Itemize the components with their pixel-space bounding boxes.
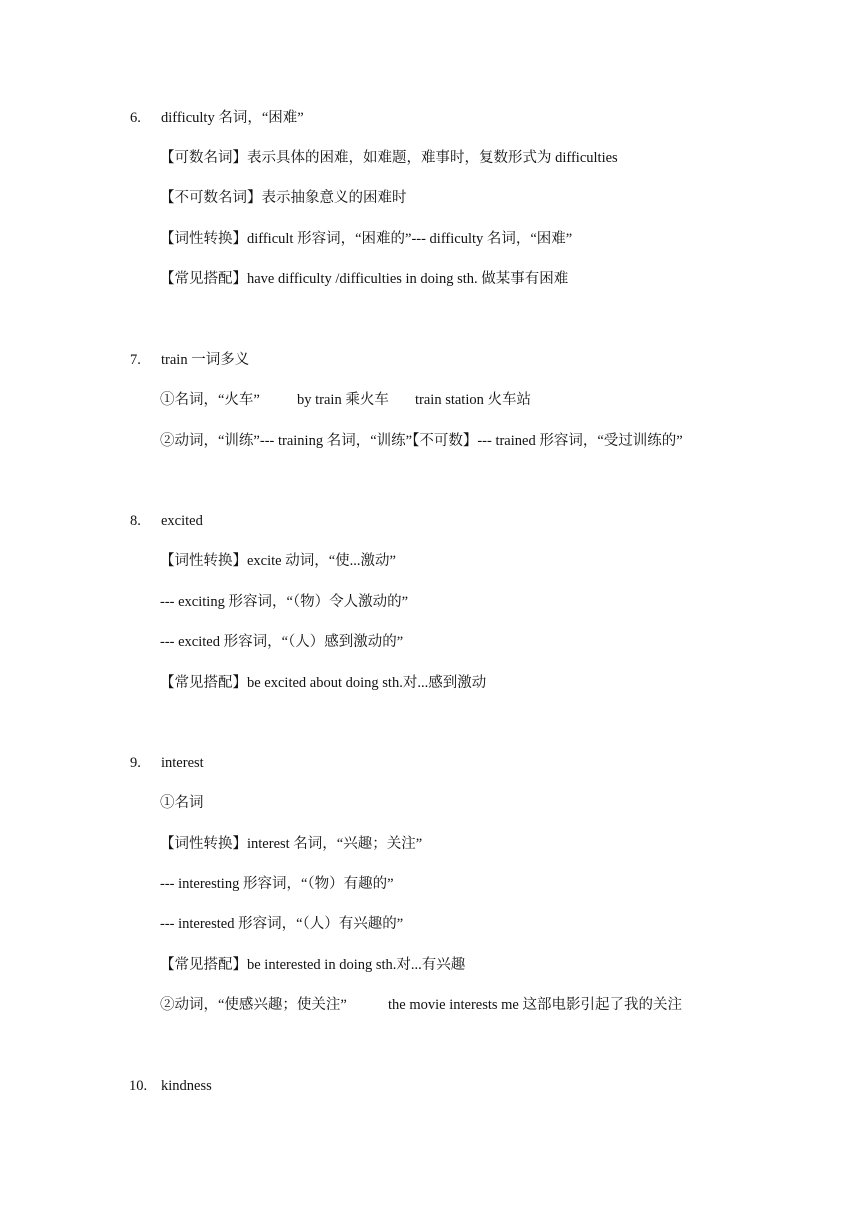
section-heading: kindness xyxy=(161,1078,212,1094)
note-phrase: by train 乘火车 xyxy=(297,392,389,408)
note-phrase: the movie interests me 这部电影引起了我的关注 xyxy=(388,997,682,1013)
note-phrase: train station 火车站 xyxy=(415,392,531,408)
section-heading: difficulty 名词，“困难” xyxy=(161,110,304,126)
note-line: --- interesting 形容词，“（物）有趣的” xyxy=(160,876,394,892)
note-line: 【词性转换】excite 动词，“使...激动” xyxy=(160,553,396,569)
section-heading: excited xyxy=(161,513,203,529)
note-line: 【常见搭配】be excited about doing sth.对...感到激动 xyxy=(160,675,487,691)
section-number: 8. xyxy=(130,513,141,529)
section-number: 9. xyxy=(130,755,141,771)
note-line: ①名词 xyxy=(160,795,204,811)
note-line: --- exciting 形容词，“（物）令人激动的” xyxy=(160,594,409,610)
section-number: 6. xyxy=(130,110,141,126)
note-line: 【不可数名词】表示抽象意义的困难时 xyxy=(160,190,407,206)
section-number: 7. xyxy=(130,352,141,368)
note-line: 【常见搭配】have difficulty /difficulties in doing sth. 做某事有困难 xyxy=(160,271,569,287)
section-heading: train 一词多义 xyxy=(161,352,250,368)
note-line: ②动词，“使感兴趣；使关注” xyxy=(160,997,347,1013)
note-line: 【常见搭配】be interested in doing sth.对...有兴趣 xyxy=(160,957,466,973)
note-line: 【词性转换】difficult 形容词，“困难的”--- difficulty 名词，“困难” xyxy=(160,231,573,247)
note-line: ①名词，“火车” xyxy=(160,392,260,408)
note-line: 【可数名词】表示具体的困难，如难题，难事时，复数形式为 difficulties xyxy=(160,150,618,166)
section-number: 10. xyxy=(129,1078,148,1094)
note-line: ②动词，“训练”--- training 名词，“训练”【不可数】--- trained 形容词，“受过训练的” xyxy=(160,433,683,449)
note-line: --- excited 形容词，“（人）感到激动的” xyxy=(160,634,404,650)
note-line: --- interested 形容词，“（人）有兴趣的” xyxy=(160,916,404,932)
note-line: 【词性转换】interest 名词，“兴趣；关注” xyxy=(160,836,423,852)
section-heading: interest xyxy=(161,755,204,771)
